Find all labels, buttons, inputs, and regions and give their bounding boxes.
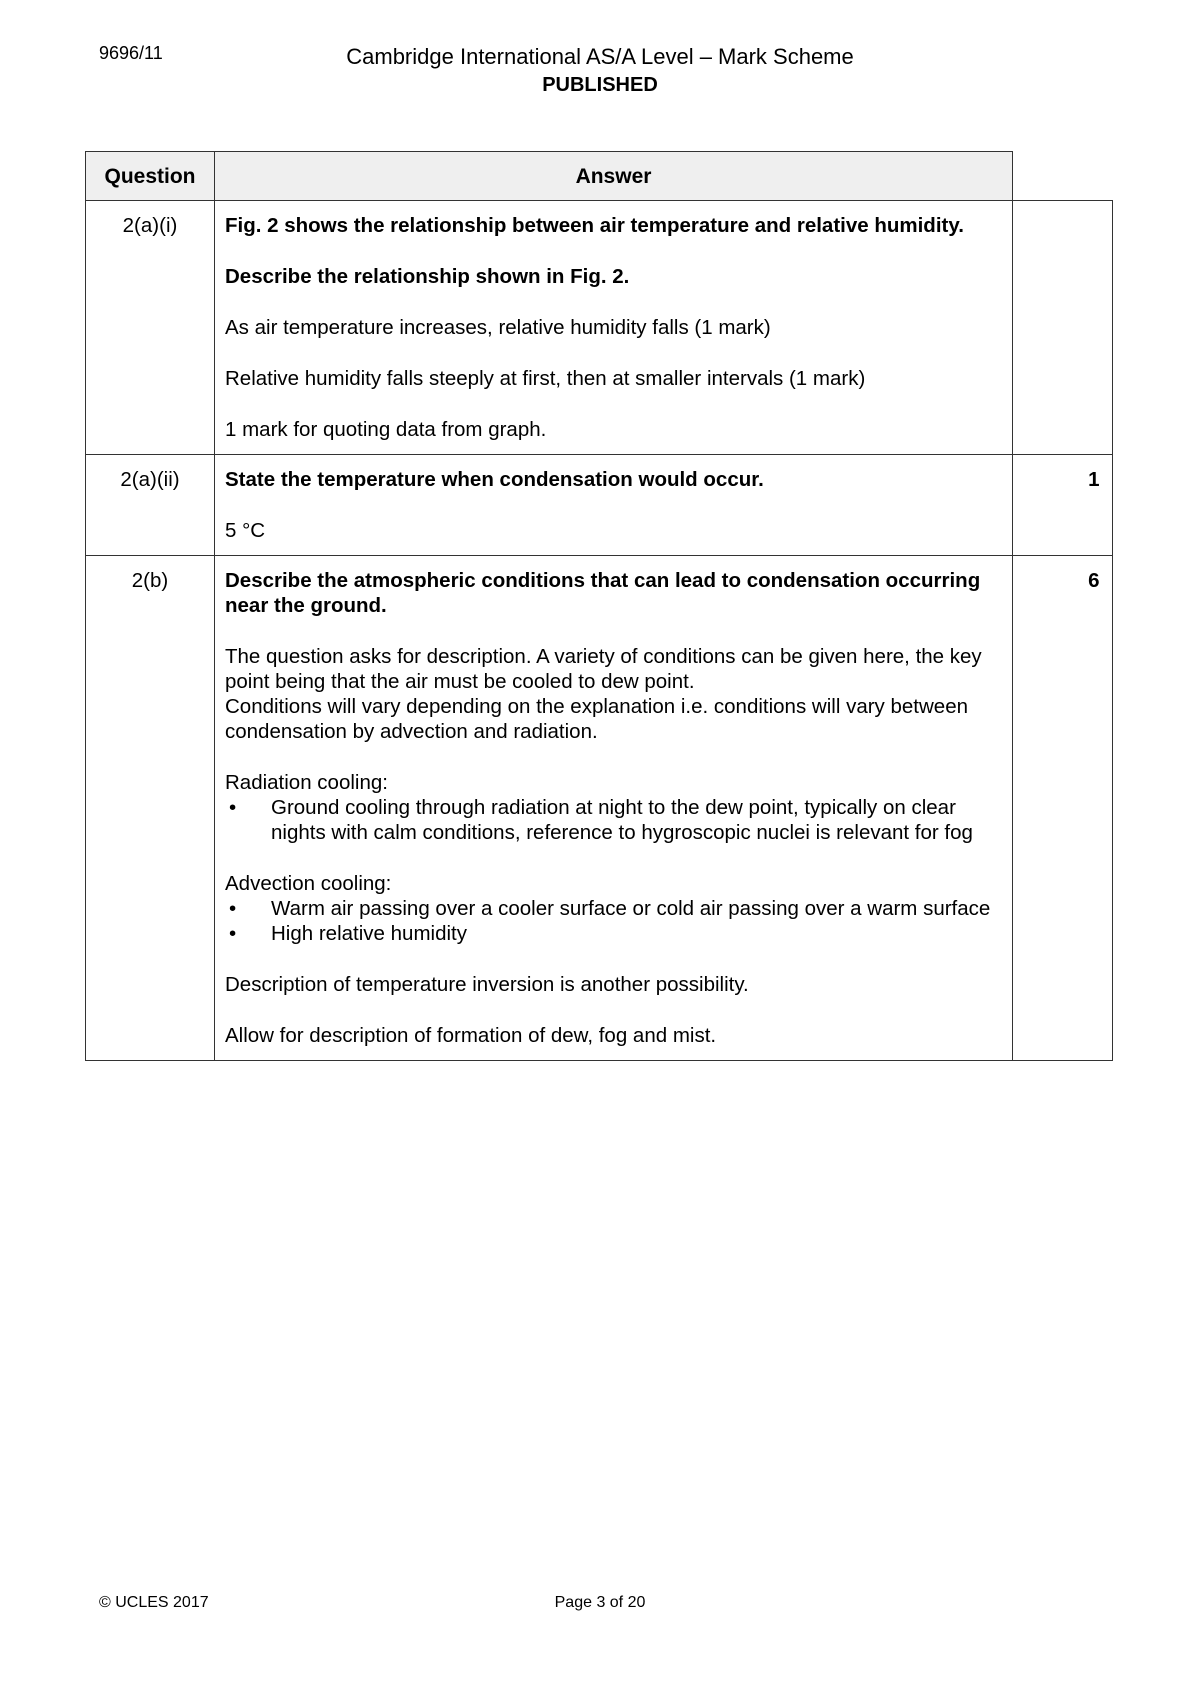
list-item <box>225 795 1002 845</box>
radiation-section <box>225 770 1002 845</box>
intro-line: Conditions will vary depending on the explanation i.e. conditions will vary between condensation by advection and radiation. <box>225 695 968 743</box>
answer-point: Relative humidity falls steeply at first, then at smaller intervals (1 mark) <box>225 367 866 390</box>
answer-note: Description of temperature inversion is another possibility. <box>225 973 749 996</box>
document-code: 9696/11 <box>99 43 163 63</box>
table-header-row <box>86 152 1113 201</box>
list-item <box>225 921 1002 946</box>
radiation-list <box>225 795 1002 845</box>
header-title: Cambridge International AS/A Level – Mark Scheme <box>346 44 854 69</box>
table-row <box>86 556 1113 1061</box>
bullet-glyph: • <box>229 796 237 819</box>
marks-cell <box>1013 201 1113 455</box>
list-item-text: High relative humidity <box>271 922 467 945</box>
column-header-marks <box>1013 152 1113 201</box>
question-number: 2(a)(ii) <box>86 455 215 556</box>
list-item-text: Warm air passing over a cooler surface or cold air passing over a warm surface <box>271 897 991 920</box>
marks-cell: 1 <box>1013 455 1113 556</box>
question-task: Describe the relationship shown in Fig. 2. <box>225 265 630 288</box>
answer-cell <box>215 556 1013 1061</box>
answer-cell <box>215 201 1013 455</box>
marks-cell: 6 <box>1013 556 1113 1061</box>
advection-list <box>225 896 1002 946</box>
table-row <box>86 455 1113 556</box>
intro-line: The question asks for description. A variety of conditions can be given here, the key point being that the air must be cooled to dew point. <box>225 645 982 693</box>
answer-intro <box>225 644 1002 744</box>
answer-value: 5 °C <box>225 519 266 542</box>
bullet-glyph: • <box>229 897 237 920</box>
list-item <box>225 896 1002 921</box>
list-item-text: Ground cooling through radiation at night to the dew point, typically on clear nights with calm conditions, reference to hygroscopic nuclei is relevant for fog <box>271 796 973 844</box>
bullet-glyph: • <box>229 922 237 945</box>
column-header-answer: Answer <box>215 152 1013 201</box>
question-number: 2(b) <box>86 556 215 1061</box>
advection-section <box>225 871 1002 946</box>
advection-heading: Advection cooling: <box>225 872 392 895</box>
answer-cell <box>215 455 1013 556</box>
table-row <box>86 201 1113 455</box>
footer-page-number: Page 3 of 20 <box>554 1594 646 1611</box>
column-header-question: Question <box>86 152 215 201</box>
answer-point: 1 mark for quoting data from graph. <box>225 418 547 441</box>
page-header <box>0 43 1190 99</box>
question-prompt: Fig. 2 shows the relationship between air temperature and relative humidity. <box>225 214 964 237</box>
mark-scheme-table <box>85 151 1113 1061</box>
question-number: 2(a)(i) <box>86 201 215 455</box>
radiation-heading: Radiation cooling: <box>225 771 388 794</box>
question-prompt: State the temperature when condensation would occur. <box>225 468 764 491</box>
answer-point: As air temperature increases, relative humidity falls (1 mark) <box>225 316 771 339</box>
header-status: PUBLISHED <box>542 74 658 96</box>
question-prompt: Describe the atmospheric conditions that can lead to condensation occurring near the ground. <box>225 569 981 617</box>
footer-copyright: © UCLES 2017 <box>99 1594 209 1611</box>
answer-note: Allow for description of formation of dew, fog and mist. <box>225 1024 717 1047</box>
